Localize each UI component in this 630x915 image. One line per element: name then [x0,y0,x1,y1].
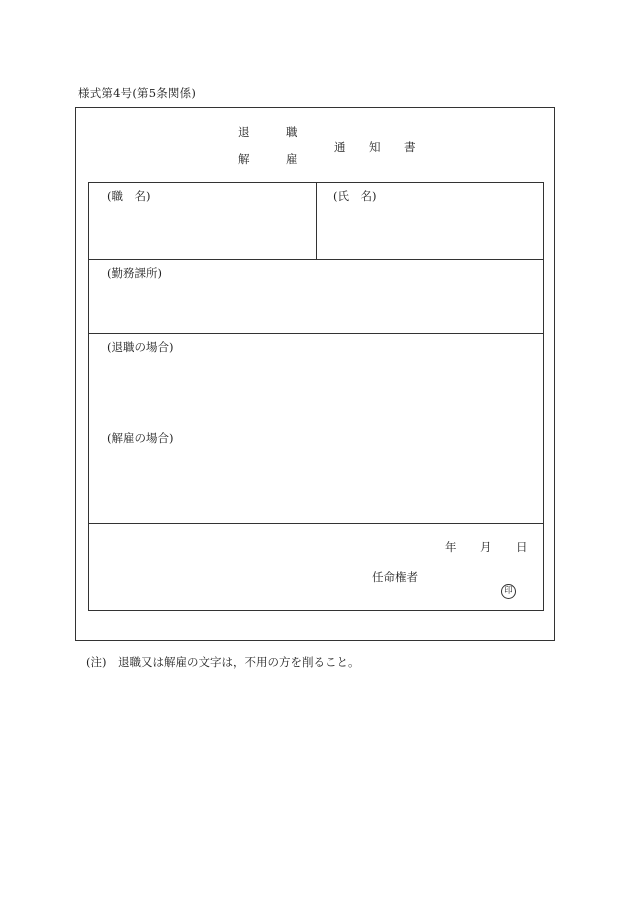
row-divider-3 [89,523,543,524]
title-taishoku-1: 退 [238,125,250,139]
title-kaiko-2: 雇 [286,152,298,166]
retirement-case-label: (退職の場合) [107,340,174,354]
form-table [88,182,544,611]
title-kaiko-1: 解 [238,152,250,166]
date-day: 日 [516,540,528,554]
form-reference: 様式第4号(第5条関係) [78,86,197,100]
row-divider-2 [89,333,543,334]
date-month: 月 [480,540,492,554]
seal-icon: 印 [501,584,516,599]
title-tsuchi-3: 書 [404,140,416,154]
title-tsuchi-1: 通 [334,140,346,154]
position-label: (職 名) [107,189,151,203]
dismissal-case-label: (解雇の場合) [107,431,174,445]
footnote: (注) 退職又は解雇の文字は，不用の方を削ること。 [86,655,360,669]
row-divider-1 [89,259,543,260]
workplace-label: (勤務課所) [107,266,162,280]
title-taishoku-2: 職 [286,125,298,139]
appointer-label: 任命権者 [372,570,418,584]
title-tsuchi-2: 知 [369,140,381,154]
name-label: (氏 名) [333,189,377,203]
position-name-divider [316,183,317,259]
date-year: 年 [445,540,457,554]
